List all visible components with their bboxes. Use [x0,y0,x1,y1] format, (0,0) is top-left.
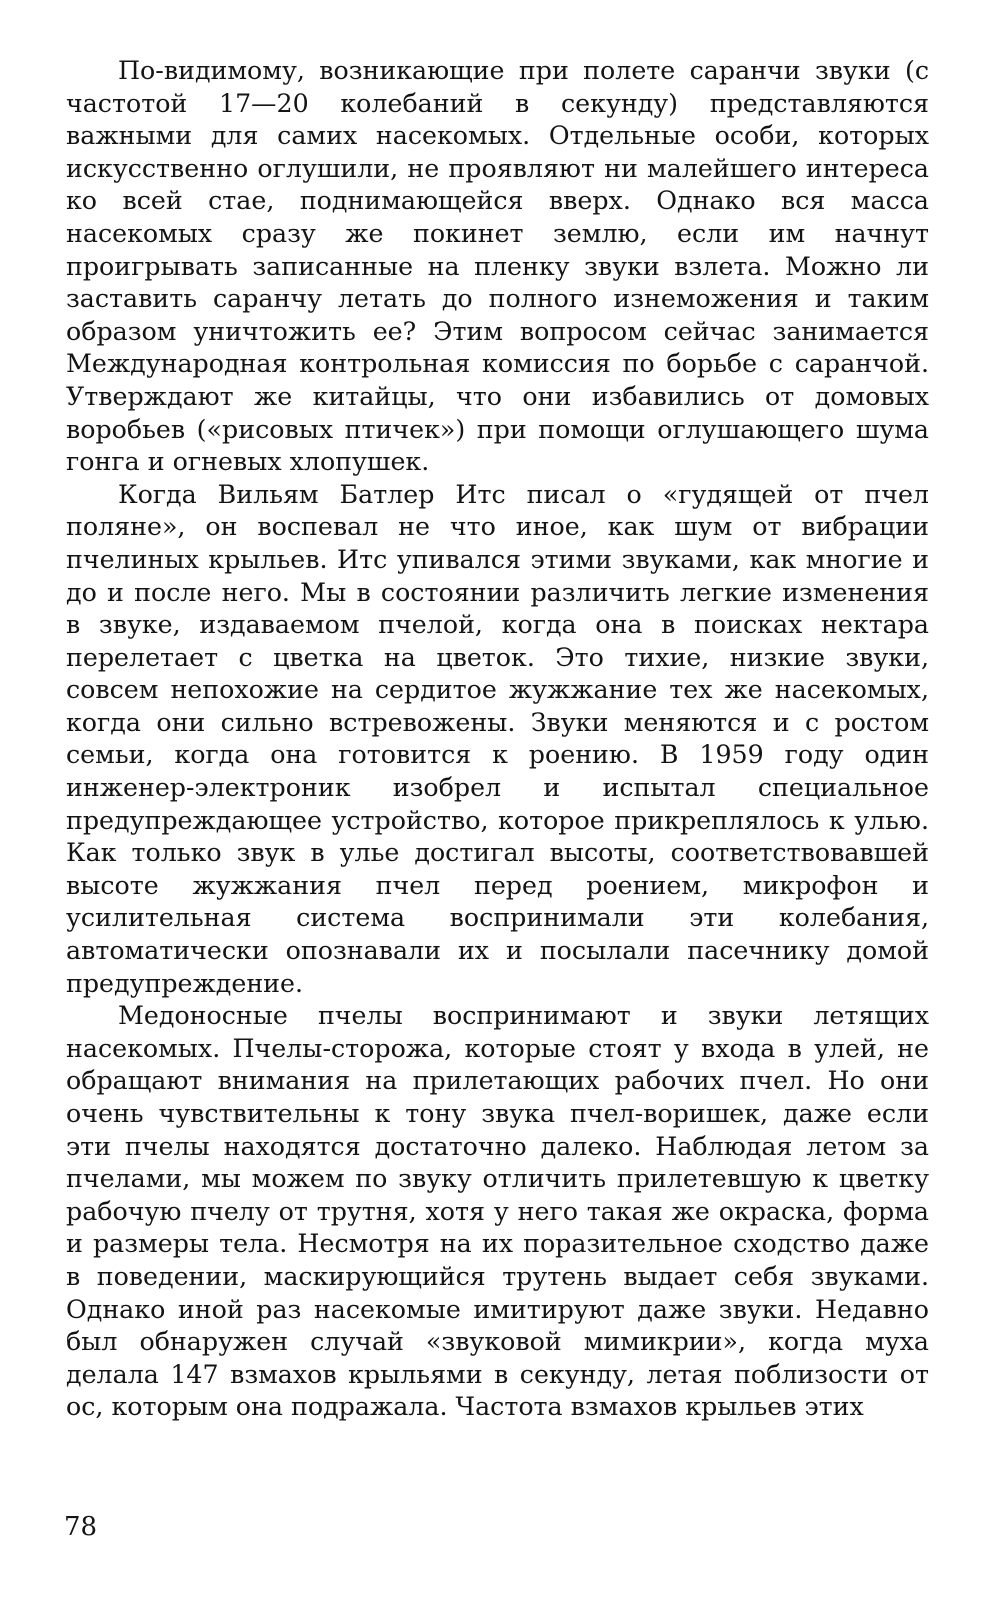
page-text [66,55,929,1424]
paragraph-guard-bees: Медоносные пчелы воспринимают и звуки летящих насекомых. Пчелы-сторожа, которые стоят у входа в улей, не обращают внимания на прилетающих рабочих пчел. Но они очень чувствительны к тону звука пчел-воришек, даже если эти пчелы находятся достаточно далеко. Наблюдая летом за пчелами, мы можем по звуку отличить прилетевшую к цветку рабочую пчелу от трутня, хотя у него такая же окраска, форма и размеры тела. Несмотря на их поразительное сходство даже в поведении, маскирующийся трутень выдает себя звуками. Однако иной раз насекомые имитируют даже звуки. Недавно был обнаружен случай «звуковой мимикрии», когда муха делала 147 взмахов крыльями в секунду, летая поблизости от ос, которым она подражала. Частота взмахов крыльев этих [66,1001,929,1422]
paragraph-locust-sounds: По-видимому, возникающие при полете саранчи звуки (с частотой 17—20 колебаний в секунду) представляются важными для самих насекомых. Отдельные особи, которых искусственно оглушили, не проявляют ни малейшего интереса ко всей стае, поднимающейся вверх. Однако вся масса насекомых сразу же покинет землю, если им начнут проигрывать записанные на пленку звуки взлета. Можно ли заставить саранчу летать до полного изнеможения и таким образом уничтожить ее? Этим вопросом сейчас занимается Международная контрольная комиссия по борьбе с саранчой. Утверждают же китайцы, что они избавились от домовых воробьев («рисовых птичек») при помощи оглушающего шума гонга и огневых хлопушек. [66,56,929,477]
paragraph-bee-wings: Когда Вильям Батлер Итс писал о «гудящей от пчел поляне», он воспевал не что иное, как шум от вибрации пчелиных крыльев. Итс упивался этими звуками, как многие и до и после него. Мы в состоянии различить легкие изменения в звуке, издаваемом пчелой, когда она в поисках нектара перелетает с цветка на цветок. Это тихие, низкие звуки, совсем непохожие на сердитое жужжание тех же насекомых, когда они сильно встревожены. Звуки меняются и с ростом семьи, когда она готовится к роению. В 1959 году один инженер-электроник изобрел и испытал специальное предупреждающее устройство, которое прикреплялось к улью. Как только звук в улье достигал высоты, соответствовавшей высоте жужжания пчел перед роением, микрофон и усилительная система воспринимали эти колебания, автоматически опознавали их и посылали пасечнику домой предупреждение. [66,479,929,998]
page-number: 78 [64,1512,98,1542]
